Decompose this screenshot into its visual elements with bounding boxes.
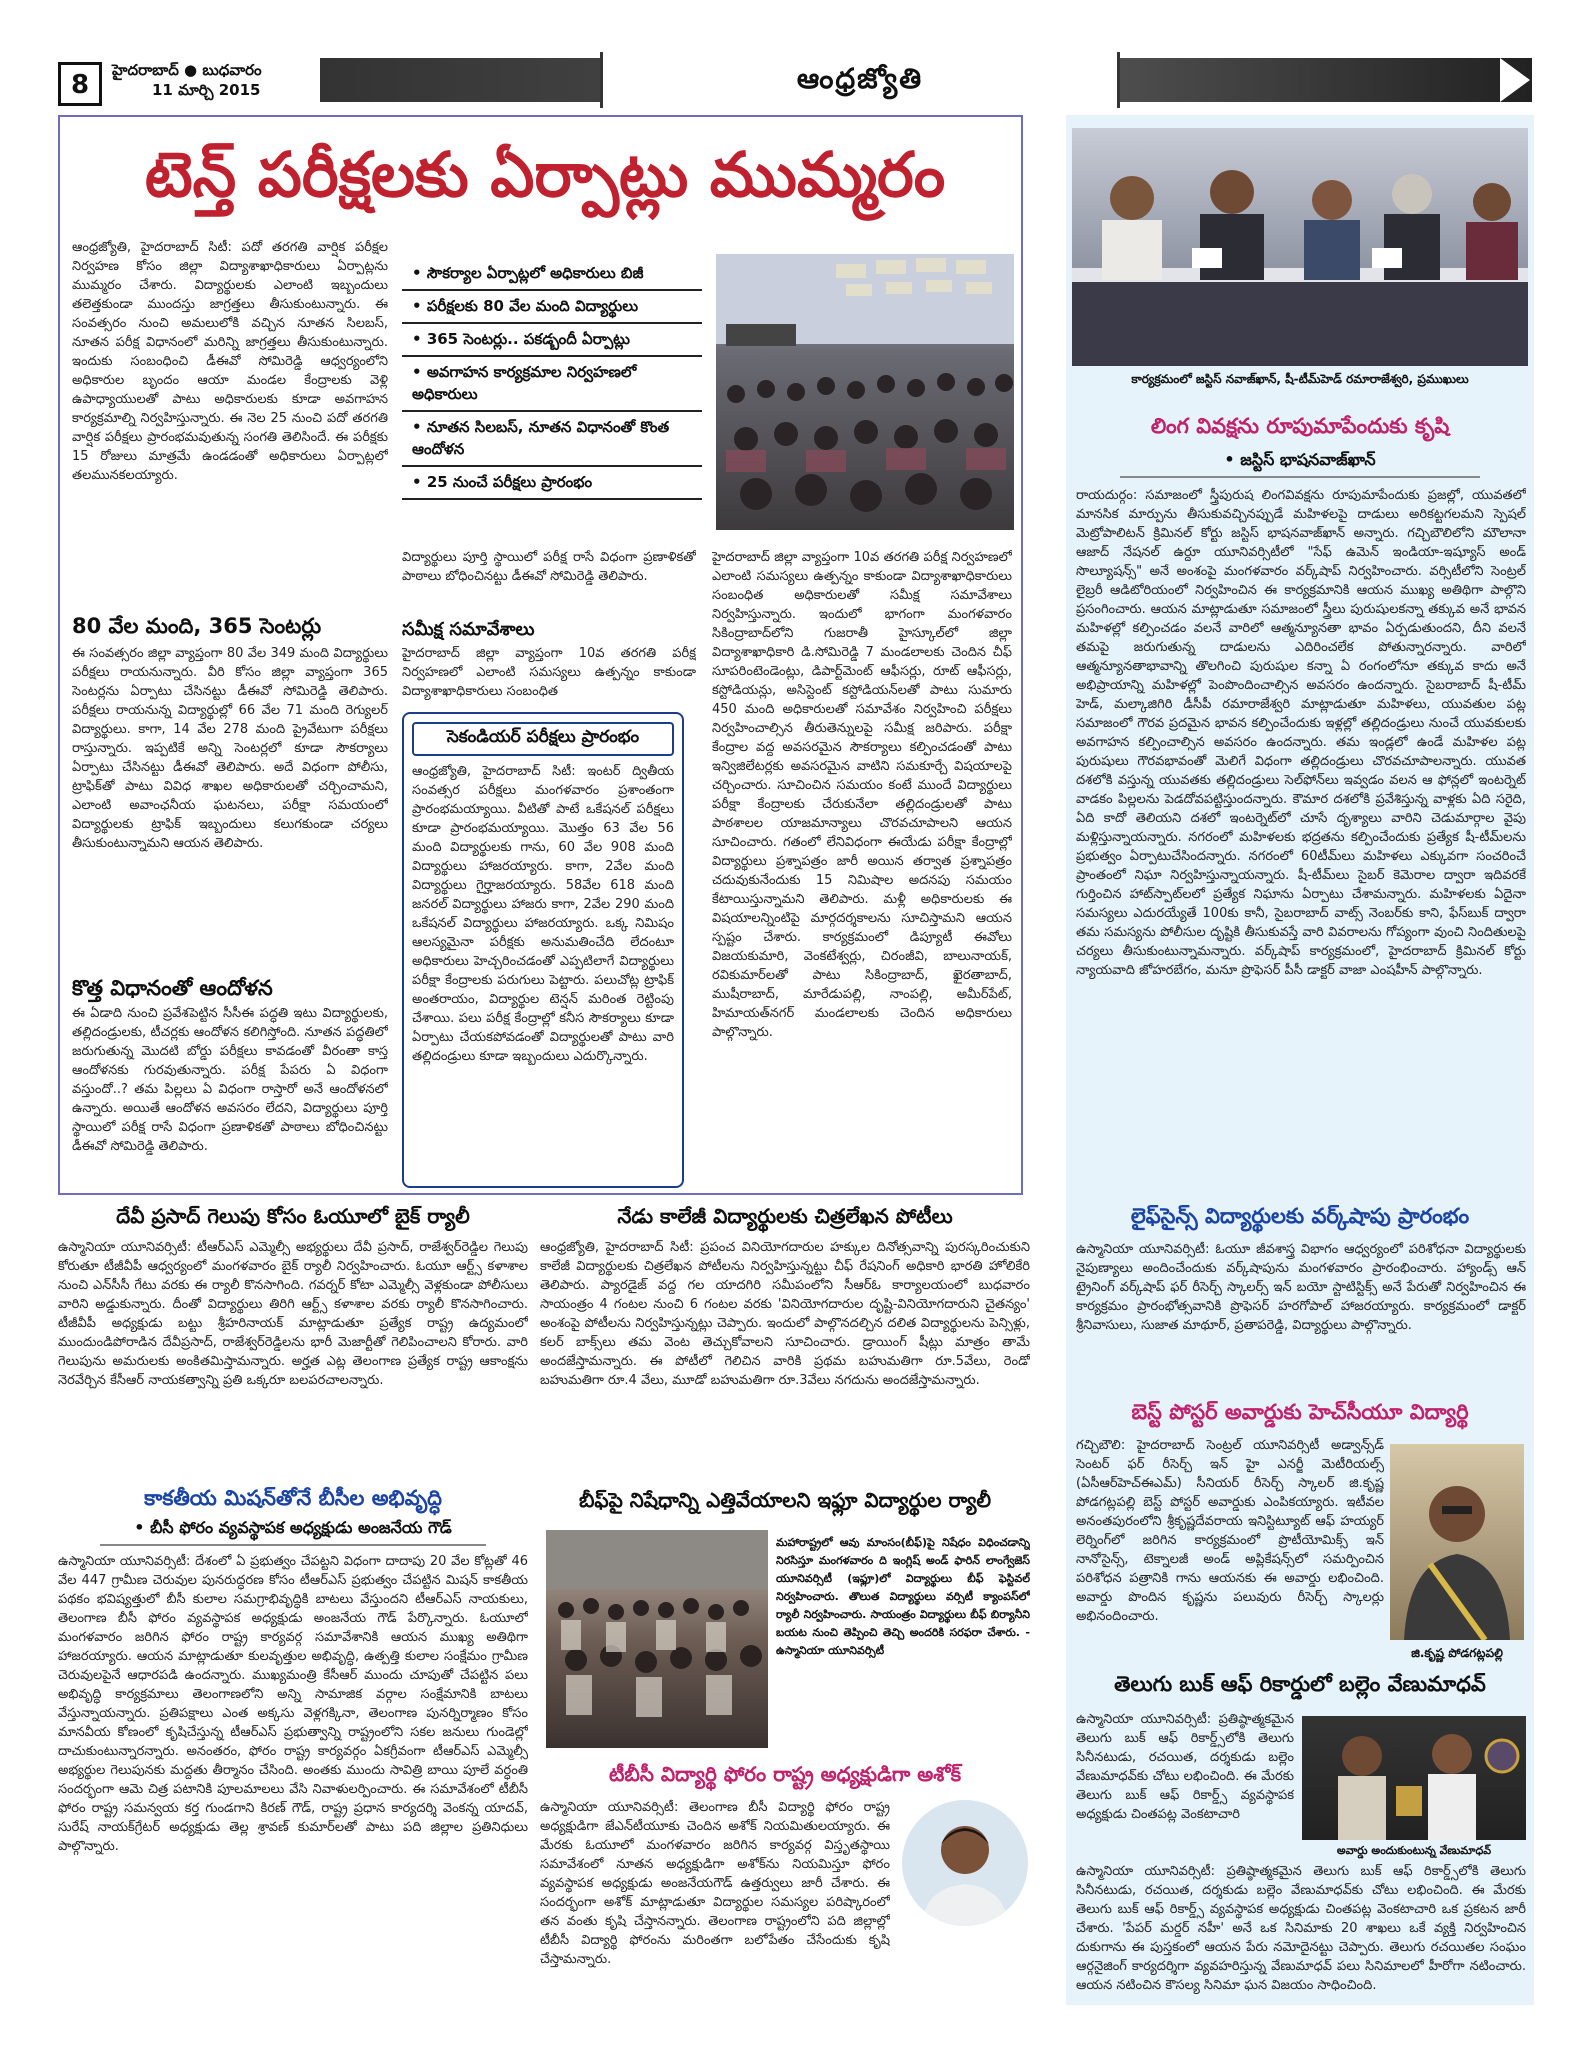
highlights-list (402, 258, 702, 500)
main-headline: టెన్త్ పరీక్షలకు ఏర్పాట్లు ముమ్మరం (144, 138, 946, 211)
exam-hall-photo (716, 254, 1014, 530)
second-year-inset (402, 712, 684, 1188)
kakatiya-headline: కాకతీయ మిషన్‌తోనే బీసీల అభివృద్ధి (144, 1486, 442, 1510)
painting-headline: నేడు కాలేజీ విద్యార్థులకు చిత్రలేఖన పోటీలు (617, 1204, 953, 1228)
record-body-top: ఉస్మానియా యూనివర్సిటీ: ప్రతిష్ఠాత్మకమైన తెలుగు బుక్ ఆఫ్ రికార్డ్స్‌లోకి తెలుగు సినీనటుడు, రచయిత, దర్శకుడు బల్లెం వేణుమాధవ్‌కు చోటు లభించింది. ఈ మేరకు తెలుగు బుక్ ఆఫ్ రికార్డ్స్ వ్యవస్థాపక అధ్యక్షుడు చింతపట్ల వెంకటాచారి (1076, 1712, 1294, 1822)
kakatiya-body: ఉస్మానియా యూనివర్సిటీ: దేశంలో ఏ ప్రభుత్వం చేపట్టని విధంగా దాదాపు 20 వేల కోట్లతో 46 వేల 447 గ్రామీణ చెరువుల పునరుద్ధరణ కోసం టీఆర్ఎస్ ప్రభుత్వం చేపట్టిన మిషన్ కాకతీయ పథకం భవిష్యత్తులో బీసీ కులాల సమగ్రాభివృద్ధికి బాటలు వేస్తుందని టీఆర్ఎస్ నాయకులు, తెలంగాణ బీసీ ఫోరం వ్యవస్థాపక అధ్యక్షుడు అంజనేయ గౌడ్ పేర్కొన్నారు. ఓయూలో మంగళవారం జరిగిన ఫోరం రాష్ట్ర కార్యవర్గ సమావేశానికి ఆయన ముఖ్య అతిథిగా హాజరయ్యారు. ఆయన మాట్లాడుతూ కులవృత్తుల అభివృద్ధి, ఉత్పత్తి కులాల సంక్షేమం గ్రామీణ చెరువులపైనే ఆధారపడి ఉందన్నారు. ముఖ్యమంత్రి కేసీఆర్ ముందు చూపుతో చేపట్టిన పలు అభివృద్ధి కార్యక్రమాలు తెలంగాణలోని అన్ని సామాజిక వర్గాల సంక్షేమానికి బాటలు వేస్తున్నాయన్నారు. ప్రతిపక్షాలు ఎంత అక్కసు వెళ్లగక్కినా, తెలంగాణ పునర్నిర్మాణం కోసం మానవీయ కోణంలో కృషిచేస్తున్న టీఆర్ఎస్ ప్రభుత్వాన్ని రాష్ట్రంలోని సకల జనులు గుండెల్లో దాచుకుంటున్నారన్నారు. అనంతరం, ఫోరం రాష్ట్ర కార్యవర్గం ఏకగ్రీవంగా టీఆర్ఎస్ ఎమ్మెల్సీ అభ్యర్థుల గెలుపునకు మద్దతు తీర్మానం చేసింది. అంతకు ముందు సావిత్రి బాయి పూలే వర్ధంతి సందర్భంగా ఆమె చిత్ర పటానికి పూలమాలలు వేసి నివాళులర్పించారు. ఈ సమావేశంలో టీబీసీ ఫోరం రాష్ట్ర సమన్వయ కర్త గుండగాని కిరణ్ గౌడ్, రాష్ట్ర ప్రధాన కార్యదర్శి వెంకన్న యాదవ్, సురేష్ నాయక్‌గ్రేటర్ అధ్యక్షుడు తెల్ల శ్రావణ్ కుమార్‌లతో పాటు పది జిల్లాల ప్రతినిధులు పాల్గొన్నారు. (58, 1554, 528, 1854)
highlight-item: • అవగాహన కార్యక్రమాల నిర్వహణలో అధికారులు (402, 357, 702, 412)
subhead-new-system: కొత్త విధానంతో ఆందోళన (72, 976, 273, 1000)
krishna-caption: జి.కృష్ణ పోడగట్లపల్లి (1411, 1646, 1503, 1660)
record-body: ఉస్మానియా యూనివర్సిటీ: ప్రతిష్ఠాత్మకమైన తెలుగు బుక్ ఆఫ్ రికార్డ్స్‌లోకి తెలుగు సినీనటుడు, రచయిత, దర్శకుడు బల్లెం వేణుమాధవ్‌కు చోటు లభించింది. ఈ మేరకు తెలుగు బుక్ ఆఫ్ రికార్డ్స్ వ్యవస్థాపక అధ్యక్షుడు చింతపట్ల వెంకటాచారి ఒక ప్రకటన జారీ చేశారు. 'పేపర్ మర్డర్ నహీ' అనే ఒక సినిమాకు 20 శాఖలు ఒకే వ్యక్తి నిర్వహించిన దుకుగాను ఈ పుస్తకంలో ఆయన పేరు నమోదైనట్టు చెప్పారు. తెలుగు రచయితల సంఘం ఆర్గనైజింగ్ కార్యదర్శిగా వ్యవహరిస్తున్న వేణుమాధవ్ పలు సినిమాలలో హీరోగా నటించారు. ఆయన నటించిన కౌసల్య సినిమా ఘన విజయం సాధించింది. (1076, 1864, 1526, 1993)
masthead-logo: ఆంధ్రజ్యోతి (600, 52, 1120, 108)
krishna-photo (1390, 1444, 1524, 1640)
inset-body: ఆంధ్రజ్యోతి, హైదరాబాద్ సిటీ: ఇంటర్ ద్వితీయ సంవత్సర పరీక్షలు మంగళవారం ప్రశాంతంగా ప్రారంభమయ్యాయి. వీటితో పాటే ఒకేషనల్ పరీక్షలు కూడా ప్రారంభమయ్యాయి. మొత్తం 63 వేల 56 మంది విద్యార్థులకు గాను, 60 వేల 908 మంది విద్యార్థులు హాజరయ్యారు. కాగా, 2వేల మంది విద్యార్థులు గైర్హాజరయ్యారు. 58వేల 618 మంది జనరల్ విద్యార్థులు హాజరు కాగా, 2వేల 290 మంది ఒకేషనల్ విద్యార్థులు హాజరయ్యారు. ఒక్క నిమిషం ఆలస్యమైనా పరీక్షకు అనుమతించేది లేదంటూ అధికారులు హెచ్చరించడంతో ఎప్పటిలాగే విద్యార్థులు పరీక్షా కేంద్రాలకు పరుగులు పెట్టారు. పలుచోట్ల ట్రాఫిక్ అంతరాయం, విద్యార్థుల టెన్షన్ మరింత రెట్టింపు చేశాయి. పలు పరీక్ష కేంద్రాల్లో కనీస సౌకర్యాలు కూడా ఏర్పాటు చేయకపోవడంతో విద్యార్థులతో పాటు వారి తల్లిదండ్రులు కూడా ఇబ్బందులు ఎదుర్కొన్నారు. (412, 764, 674, 1064)
gender-headline: లింగ వివక్షను రూపుమాపేందుకు కృషి (1150, 414, 1450, 438)
record-headline: తెలుగు బుక్ ఆఫ్ రికార్డులో బల్లెం వేణుమాధవ్ (1114, 1672, 1486, 1696)
ashok-headline: టీబీసీ విద్యార్థి ఫోరం రాష్ట్ర అధ్యక్షుడిగా అశోక్ (608, 1762, 962, 1786)
divider (1120, 476, 1480, 478)
highlight-item: • నూతన సిలబస్, నూతన విధానంతో కొంత ఆందోళన (402, 412, 702, 467)
workshop-headline: లైఫ్‌సైన్స్ విద్యార్థులకు వర్క్‌షాపు ప్రారంభం (1130, 1204, 1470, 1228)
main-para-2-cont: విద్యార్థులు పూర్తి స్థాయిలో పరీక్ష రాసే విధంగా ప్రణాళికతో పాఠాలు బోధించినట్టు డీఈవో సోమిరెడ్డి తెలిపారు. (402, 550, 696, 584)
review-para: హైదరాబాద్ జిల్లా వ్యాప్తంగా 10వ తరగతి పరీక్ష నిర్వహణలో ఎలాంటి సమస్యలు ఉత్పన్నం కాకుండా విద్యాశాఖాధికారులు సంబంధిత అధికారులతో సమీక్ష సమావేశాలు నిర్వహిస్తున్నారు. ఇందులో భాగంగా మంగళవారం సికింద్రాబాద్‌లోని గుజరాతీ హైస్కూల్‌లో జిల్లా విద్యాశాఖాధికారి డి.సోమిరెడ్డి 7 మండలాలకు చెందిన చీఫ్ సూపరింటెండెంట్లు, డిపార్ట్‌మెంట్ ఆఫీసర్లు, రూట్ ఆఫీసర్లు, కస్టోడియన్లు, అసిస్టెంట్ కస్టోడియన్‌లతో పాటు సుమారు 450 మంది అధికారులతో సమావేశం నిర్వహించి పరీక్షలు నిర్వహించాల్సిన తీరుతెన్నులపై సమీక్ష జరిపారు. పరీక్షా కేంద్రాల వద్ద అవసరమైన సౌకర్యాలు కల్పించడంతో పాటు ఇన్విజిలేటర్లకు అవసరమైన వాటిని సమకూర్చే విషయాలపై చర్చించారు. సూచించిన సమయం కంటే ముందే విద్యార్థులు పరీక్షా కేంద్రాలకు చేరుకునేలా తల్లిదండ్రులతో పాటు పాఠశాలల యాజమాన్యాలు చొరవచూపాలని ఆయన సూచించారు. గతంలో లేనివిధంగా ఈయేడు పరీక్షా కేంద్రాల్లో విద్యార్థులు ప్రశ్నాపత్రం జారీ అయిన తర్వాత ప్రశ్నాపత్రం చదువుకునేందుకు 15 నిమిషాల అదనపు సమయం కేటాయిస్తున్నామని తెలిపారు. మళ్లీ అధికారులకు ఈ విషయాలన్నింటిపై మార్గదర్శకాలను సూచిస్తామని ఆయన స్పష్టం చేశారు. కార్యక్రమంలో డిప్యూటీ ఈవోలు విజయకుమారి, వెంకటేశ్వర్లు, చిరంజీవి, బాలునాయక్, రవికుమార్‌లతో పాటు సికింద్రాబాద్, ఖైరతాబాద్, ముషీరాబాద్, మారేడుపల్లి, నాంపల్లి, అమీర్‌పేట్, హిమాయత్‌నగర్ మండలాలకు చెందిన అధికారులు పాల్గొన్నారు. (712, 550, 1012, 1040)
main-para-1: ఈ సంవత్సరం జిల్లా వ్యాప్తంగా 80 వేల 349 మంది విద్యార్థులు పరీక్షలు రాయనున్నారు. వీరి కోసం జిల్లా వ్యాప్తంగా 365 సెంటర్లను ఏర్పాటు చేసినట్టు డీఈవో సోమిరెడ్డి తెలిపారు. పరీక్షలు రాయనున్న విద్యార్థుల్లో 66 వేల 71 మంది రెగ్యులర్ విద్యార్థులు. కాగా, 14 వేల 278 మంది ప్రైవేటుగా పరీక్షలు రాస్తున్నారు. ఇప్పటికే అన్ని సెంటర్లలో కూడా సౌకర్యాలు ఏర్పాటు చేసినట్టు డీఈవో తెలిపారు. అదే విధంగా పోలీసు, ట్రాఫిక్‌తో పాటు వివిధ శాఖల అధికారులతో చర్చించామని, ఎలాంటి అవాంఛనీయ ఘటనలు, పరీక్షా సమయంలో విద్యార్థులకు ట్రాఫిక్ ఇబ్బందులు కలుగకుండా చర్యలు తీసుకుంటున్నామని ఆయన తెలిపారు. (72, 646, 388, 851)
kakatiya-byline: • బీసీ ఫోరం వ్యవస్థాపక అధ్యక్షుడు అంజనేయ గౌడ్ (134, 1518, 452, 1537)
subhead-review: సమీక్ష సమావేశాలు (402, 619, 535, 640)
main-para-2: ఈ ఏడాది నుంచి ప్రవేశపెట్టిన సీసీఈ పద్ధతి ఇటు విద్యార్థులకు, తల్లిదండ్రులకు, టీచర్లకు ఆందోళన కలిగిస్తోంది. నూతన పద్ధతిలో జరుగుతున్న మొదటి బోర్డు పరీక్షలు కావడంతో వీరంతా కాస్త ఆందోళనకు గురవుతున్నారు. పరీక్ష పేపరు ఏ విధంగా వస్తుందో..? తమ పిల్లలు ఏ విధంగా రాస్తారో అనే ఆందోళనలో ఉన్నారు. అయితే ఆందోళన అవసరం లేదని, విద్యార్థులు పూర్తి స్థాయిలో పరీక్ష రాసే విధంగా ప్రణాళికతో పాఠాలు బోధించినట్టు డీఈవో సోమిరెడ్డి తెలిపారు. (72, 1006, 388, 1154)
ashok-body: ఉస్మానియా యూనివర్సిటీ: తెలంగాణ బీసీ విద్యార్థి ఫోరం రాష్ట్ర అధ్యక్షుడిగా జేఎన్‌టీయూకు చెందిన అశోక్ నియమితులయ్యారు. ఈ మేరకు ఓయూలో మంగళవారం జరిగిన కార్యవర్గ విస్తృతస్థాయి సమావేశంలో నూతన అధ్యక్షుడిగా అశోక్‌ను నియమిస్తూ ఫోరం వ్యవస్థాపక అధ్యక్షుడు అంజనేయగౌడ్ ఉత్తర్వులు జారీ చేశారు. ఈ సందర్భంగా అశోక్ మాట్లాడుతూ విద్యార్థుల సమస్యల పరిష్కారంలో తన వంతు కృషి చేస్తానన్నారు. తెలంగాణ రాష్ట్రంలోని పది జిల్లాల్లో టీబీసీ విద్యార్థి ఫోరంను మరింతగా బలోపేతం చేసేందుకు కృషి చేస్తామన్నారు. (540, 1800, 890, 1967)
dateline (112, 60, 312, 100)
beef-rally-photo (546, 1530, 768, 1748)
gender-body: రాయదుర్గం: సమాజంలో స్త్రీపురుష లింగవివక్షను రూపుమాపేందుకు ప్రజల్లో, యువతలో మానసిక మార్పును తీసుకువచ్చినప్పుడే మహిళలపై దాడులు అరికట్టగలమని స్పెషల్ మెట్రోపాలిటన్ క్రిమినల్ కోర్టు జస్టిస్ భాషనవాజ్‌ఖాన్ అన్నారు. గచ్చిబౌలిలోని మౌలానా ఆజాద్ నేషనల్ ఉర్దూ యూనివర్సిటీలో "సేఫ్ ఉమెన్ ఇండియా-ఇష్యూస్ అండ్ సొల్యూషన్స్" అనే అంశంపై మంగళవారం వర్క్‌షాప్ నిర్వహించారు. వర్సిటీలోని సెంట్రల్ లైబ్రరీ ఆడిటోరియంలో నిర్వహించిన ఈ కార్యక్రమానికి ఆయన ముఖ్య అతిథిగా పాల్గొని ప్రసంగించారు. ఆయన మాట్లాడుతూ సమాజంలో స్త్రీలు పురుషులకన్నా తక్కువ అనే భావన మహిళల్లో కల్పించడం వలనే వారిలో ఆత్మన్యూనతా భావం ఏర్పడుతుందని, దీని వలనే తమపై జరుగుతున్న దాడులను ఎదిరించలేక పోతున్నారన్నారు. వారిలో ఆత్మన్యూనతాభావాన్ని తొలగించి పురుషుల కన్నా ఏ రంగంలోనూ తక్కువ కాదు అనే అభిప్రాయాన్ని మహిళల్లో పెంపొందించాల్సిన అవసరం ఉందన్నారు. సైబరాబాద్ షీ-టీమ్ హెడ్, మల్కాజిగిరి డీసీపీ రమారాజేశ్వరి మాట్లాడుతూ మహిళలు, యువతుల పట్ల సమాజంలో గౌరవ ప్రదమైన భావన కల్పించేందుకు ఇళ్లల్లో తల్లిదండ్రులు నుంచే యువకులకు అవగాహన కల్పించాల్సిన అవసరం ఉందన్నారు. తమ ఇండ్లలో ఉండే మహిళల పట్ల పురుషులు గౌరవభావంతో మెలిగే విధంగా తల్లిదండ్రులు చొరవచూపాలన్నారు. యువత దశలోకి వస్తున్న యువతకు తల్లిదండ్రులు సెల్‌ఫోన్‌లు ఇవ్వడం వలన ఆ ఫోన్లలో ఇంటర్నెట్ వాడకం పిల్లలను పెడదోవపట్టిస్తుందన్నారు. కౌమార దశలోకి ప్రవేశిస్తున్న వాళ్లకు ఏది సరైది, ఏది కాదో తెలియని దశలో ఇంటర్నెట్‌లో చూసే దృశ్యాలు వారిని చెడుమార్గాల వైపు మళ్లిస్తున్నాయన్నారు. నగరంలో మహిళలకు భద్రతను కల్పించేందుకు ప్రత్యేక షీ-టీమ్‌లను ప్రభుత్వం ఏర్పాటుచేసిందన్నారు. నగరంలో 60టీమ్‌లు మహిళలు ఎక్కువగా సంచరించే ప్రాంతంలో నిఘా నిర్వహిస్తున్నాయన్నారు. షీ-టీమ్‌లు సైబర్ కెమెరాల ద్వారా ఇదివరకే గుర్తించిన హాట్‌స్పాట్‌లలో ప్రత్యేక నిఘాను ఏర్పాటు చేశామన్నారు. మహిళలకు ఏదైనా సమస్యలు ఎదురయ్యేతే 100కు కానీ, సైబరాబాద్ వాట్స్ నెంబర్‌కు కాని, ఫేస్‌బుక్ ద్వారా తమ సమస్యను పోలీసుల దృష్టికి తీసుకువస్తే వారి వివరాలను గోప్యంగా వుంచి నిందితులపై చర్యలు తీసుకుంటున్నామన్నారు. వర్క్‌షాప్ కార్యక్రమంలో, హైదరాబాద్ క్రిమినల్ కోర్టు న్యాయవాది జోహరబేగం, మనూ ప్రొఫెసర్ పీసీ డాక్టర్ వాజా ఎంషహీన్ పాల్గొన్నారు. (1076, 488, 1526, 978)
review-para-start: హైదరాబాద్ జిల్లా వ్యాప్తంగా 10వ తరగతి పరీక్ష నిర్వహణలో ఎలాంటి సమస్యలు ఉత్పన్నం కాకుండా విద్యాశాఖాధికారులు సంబంధిత (402, 646, 696, 699)
rally-headline: దేవీ ప్రసాద్ గెలుపు కోసం ఓయూలో బైక్ ర్యాలీ (116, 1204, 470, 1228)
highlight-item: • 25 నుంచే పరీక్షలు ప్రారంభం (402, 467, 702, 500)
workshop-photo-caption: కార్యక్రమంలో జస్టిస్ నవాజ్‌ఖాన్, షీ-టీమ్‌హెడ్ రమారాజేశ్వరి, ప్రముఖులు (1131, 372, 1469, 386)
divider (100, 1544, 486, 1546)
date: 11 మార్చి 2015 (152, 81, 261, 99)
ashok-portrait (902, 1800, 1028, 1926)
main-intro: ఆంధ్రజ్యోతి, హైదరాబాద్ సిటీ: పదో తరగతి వార్షిక పరీక్షల నిర్వహణ కోసం జిల్లా విద్యాశాఖాధికారులు ఏర్పాట్లను ముమ్మరం చేశారు. విద్యార్థులకు ఎలాంటి ఇబ్బందులు తలెత్తకుండా ముందస్తు జాగ్రత్తలు తీసుకుంటున్నారు. ఈ సంవత్సరం నుంచి అమలులోకి వచ్చిన నూతన సిలబస్, నూతన పరీక్ష విధానంలో మరిన్ని జాగ్రత్తలు తీసుకుంటున్నారు. ఇందుకు సంబంధించి డీఈవో సోమిరెడ్డి ఆధ్వర్యంలోని అధికారుల బృందం ఆయా మండల కేంద్రాలకు వెళ్లి ఉపాధ్యాయులతో పాటు అధికారులకు కూడా అవగాహన కార్యక్రమాల్ని నిర్వహిస్తున్నారు. ఈ నెల 25 నుంచి పదో తరగతి వార్షిక పరీక్షలు ప్రారంభమవుతున్న సంగతి తెలిసిందే. ఈ పరీక్షకు 15 రోజులు మాత్రమే ఉండడంతో అధికారులు ఏర్పాట్లలో తలమునకలయ్యారు. (72, 240, 388, 483)
header-arrow-icon (1500, 58, 1530, 102)
beef-caption: మహారాష్ట్రలో ఆవు మాంసం(బీఫ్)పై నిషేధం విధించడాన్ని నిరసిస్తూ మంగళవారం ది ఇంగ్లిష్ అండ్ ఫారిన్ లాంగ్వేజెస్ యూనివర్సిటీ (ఇఫ్లూ)లో విద్యార్థులు బీఫ్ ఫెస్టివల్ నిర్వహించారు. తొలుత విద్యార్థులు వర్సిటీ క్యాంపస్‌లో ర్యాలీ నిర్వహించారు. సాయంత్రం విద్యార్థులు బీఫ్ బిర్యానీని బయట నుంచి తెప్పించి తెచ్చి అందరికి సరఫరా చేశారు. - ఉస్మానియా యూనివర్సిటీ (776, 1536, 1030, 1657)
workshop-photo (1072, 128, 1528, 366)
beef-headline: బీఫ్‌పై నిషేధాన్ని ఎత్తివేయాలని ఇఫ్లూ విద్యార్థుల ర్యాలీ (578, 1488, 992, 1512)
city-day: హైదరాబాద్ ● బుధవారం (112, 61, 262, 79)
highlight-item: • పరీక్షలకు 80 వేల మంది విద్యార్థులు (402, 291, 702, 324)
highlight-item: • 365 సెంటర్లు.. పకడ్బందీ ఏర్పాట్లు (402, 324, 702, 357)
painting-body: ఆంధ్రజ్యోతి, హైదరాబాద్ సిటీ: ప్రపంచ వినియోగదారుల హక్కుల దినోత్సవాన్ని పురస్కరించుకుని కాలేజీ విద్యార్థులకు చిత్రలేఖన పోటీలను నిర్వహిస్తున్నట్టు చీఫ్ రేషనింగ్ అధికారి భారతి హోలికేరి తెలిపారు. ప్యారడైజ్ వద్ద గల యాదగిరి సమీపంలోని సీఆర్ఓ కార్యాలయంలో బుధవారం సాయంత్రం 4 గంటల నుంచి 6 గంటల వరకు 'వినియోగదారుల దృష్టి-వినియోగదారుని చైతన్యం' అంశంపై పోటీలను నిర్వహిస్తున్నట్లు చెప్పారు. ఇందులో పాల్గొనదల్చిన దలిత విద్యార్థులను పెన్సిళ్లు, కలర్ బాక్స్‌లు తమ వెంట తెచ్చుకోవాలని సూచించారు. డ్రాయింగ్ షీట్లు మాత్రం తామే అందజేస్తామన్నారు. ఈ పోటీలో గెలిచిన వారికి ప్రథమ బహుమతిగా రూ.5వేలు, రెండో బహుమతిగా రూ.4 వేలు, మూడో బహుమతిగా రూ.3వేలు నగదును అందజేస్తామన్నారు. (540, 1240, 1030, 1388)
highlight-item: • సౌకర్యాల ఏర్పాట్లలో అధికారులు బిజీ (402, 258, 702, 291)
record-caption: అవార్డు అందుకుంటున్న వేణుమాధవ్ (1336, 1844, 1492, 1857)
record-award-photo (1302, 1716, 1526, 1840)
workshop-body: ఉస్మానియా యూనివర్సిటీ: ఓయూ జీవశాస్త్ర విభాగం ఆధ్వర్యంలో పరిశోధనా విద్యార్థులకు నైపుణ్యాలు అందించేందుకు వర్క్‌షాపును మంగళవారం ప్రారంభించారు. హ్యాండ్స్ ఆన్ ట్రైనింగ్ వర్క్‌షాప్ ఫర్ రీసెర్చ్ స్కాలర్స్ ఇన్ బయో స్టాటిస్టిక్స్ అనే పేరుతో నిర్వహించిన ఈ కార్యక్రమం ప్రారంభోత్సవానికి ప్రొఫెసర్ హరగోపాల్ హాజరయ్యారు. కార్యక్రమంలో డాక్టర్ శ్రీనివాసులు, సుజాత మాథూర్, ప్రతాపరెడ్డి, విద్యార్థులు పాల్గొన్నారు. (1076, 1242, 1526, 1333)
subhead-80k: 80 వేల మంది, 365 సెంటర్లు (72, 614, 322, 638)
page-number: 8 (58, 62, 102, 106)
inset-title: సెకండియర్ పరీక్షలు ప్రారంభం (412, 722, 674, 756)
poster-headline: బెస్ట్ పోస్టర్ అవార్డుకు హెచ్‌సీయూ విద్యార్థి (1131, 1400, 1469, 1424)
poster-body: గచ్చిబౌలి: హైదరాబాద్ సెంట్రల్ యూనివర్సిటీ అడ్వాన్స్‌డ్ సెంటర్ ఫర్ రీసెర్చ్ ఇన్ హై ఎనర్జీ మెటీరియల్స్ (ఏసీఆర్‌హెచ్ఈఎమ్) సీనియర్ రీసెర్చ్ స్కాలర్ జి.కృష్ణ పోడగట్లపల్లి బెస్ట్ పోస్టర్ అవార్డుకు ఎంపికయ్యారు. ఇటీవల అనంతపురంలోని శ్రీకృష్ణదేవరాయ ఇనిస్టిట్యూట్ ఆఫ్ హయ్యర్ లెర్నింగ్‌లో జరిగిన కార్యక్రమంలో ప్రొటీయోమిక్స్ ఇన్ నానోసైన్స్, టెక్నాలజీ అండ్ అప్లికేషన్స్‌లో సమర్పించిన పరిశోధన పత్రానికి గాను ఆయనకు ఈ అవార్డు లభించింది. అవార్డు పొందిన కృష్ణను పలువురు రీసెర్చ్ స్కాలర్లు అభినందించారు. (1076, 1438, 1384, 1624)
rally-body: ఉస్మానియా యూనివర్సిటీ: టీఆర్ఎస్ ఎమ్మెల్సీ అభ్యర్థులు దేవీ ప్రసాద్, రాజేశ్వర్‌రెడ్డిల గెలుపు కోరుతూ టీజీవీపీ ఆధ్వర్యంలో మంగళవారం బైక్ ర్యాలీ నిర్వహించారు. ఓయూ ఆర్ట్స్ కళాశాల నుంచి ఎన్‌సీసీ గేటు వరకు ఈ ర్యాలీ కొనసాగింది. గవర్నర్ కోటా ఎమ్మెల్సీ వెళ్లకుండా పోలీసులు వారిని అడ్డుకున్నారు. దీంతో విద్యార్థులు తిరిగి ఆర్ట్స్ కళాశాల వరకు ర్యాలీ కొనసాగించారు. టీజీవీపీ అధ్యక్షుడు బట్టు శ్రీహరినాయక్ మాట్లాడుతూ ప్రత్యేక రాష్ట్ర ఉద్యమంలో ముందుండిపోరాడిన దేవీప్రసాద్, రాజేశ్వర్‌రెడ్డిలను భారీ మెజార్టీతో గెలిపించాలని కోరారు. వారి గెలుపును అమరులకు అంకితమిస్తామన్నారు. అర్హత ఎట్ల తెలంగాణ ప్రత్యేక రాష్ట్ర ఆకాంక్షను నెరవేర్చిన కేసీఆర్ నాయకత్వాన్ని ప్రతి ఒక్కరూ బలపరచాలన్నారు. (58, 1240, 528, 1388)
gender-byline: • జస్టిస్ భాషనవాజ్‌ఖాన్ (1224, 450, 1376, 469)
